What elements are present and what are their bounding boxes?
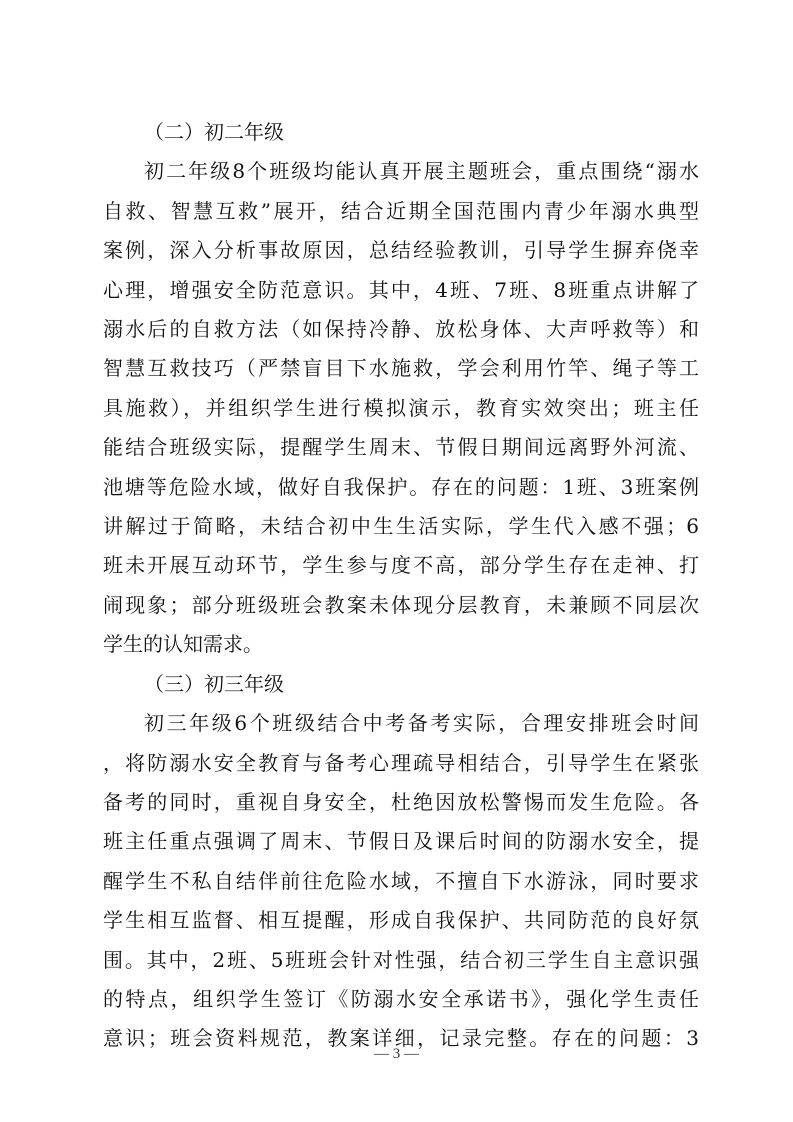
paragraph-line: 初二年级8个班级均能认真开展主题班会，重点围绕“溺水 bbox=[144, 159, 699, 184]
paragraph-line: 班主任重点强调了周末、节假日及课后时间的防溺水安全，提 bbox=[103, 829, 699, 854]
paragraph-line: 能结合班级实际，提醒学生周末、节假日期间远离野外河流、 bbox=[103, 435, 699, 460]
section-heading: （三）初三年级 bbox=[144, 671, 284, 696]
paragraph-line: 的特点，组织学生签订《防溺水安全承诺书》，强化学生责任 bbox=[103, 986, 699, 1011]
paragraph-line: 心理，增强安全防范意识。其中，4班、7班、8班重点讲解了 bbox=[103, 277, 699, 302]
paragraph-line: 具施救），并组织学生进行模拟演示，教育实效突出；班主任 bbox=[103, 395, 699, 420]
paragraph-line: 智慧互救技巧（严禁盲目下水施救，学会利用竹竿、绳子等工 bbox=[103, 356, 699, 381]
paragraph-line: 自救、智慧互救”展开，结合近期全国范围内青少年溺水典型 bbox=[103, 198, 699, 223]
paragraph-line: 闹现象；部分班级班会教案未体现分层教育，未兼顾不同层次 bbox=[103, 592, 699, 617]
paragraph-line: 备考的同时，重视自身安全，杜绝因放松警惕而发生危险。各 bbox=[103, 789, 699, 814]
document-body bbox=[103, 113, 699, 1059]
paragraph-line: 溺水后的自救方法（如保持冷静、放松身体、大声呼救等）和 bbox=[103, 317, 699, 342]
paragraph-line: 讲解过于简略，未结合初中生生活实际，学生代入感不强；6 bbox=[103, 514, 699, 539]
paragraph-line: 学生的认知需求。 bbox=[103, 632, 263, 657]
paragraph-line: 案例，深入分析事故原因，总结经验教训，引导学生摒弃侥幸 bbox=[103, 238, 699, 263]
paragraph-line: 班未开展互动环节，学生参与度不高，部分学生存在走神、打 bbox=[103, 553, 699, 578]
paragraph-line: 初三年级6个班级结合中考备考实际，合理安排班会时间 bbox=[144, 711, 699, 736]
paragraph-line: 学生相互监督、相互提醒，形成自我保护、共同防范的良好氛 bbox=[103, 908, 699, 933]
paragraph-line: 醒学生不私自结伴前往危险水域，不擅自下水游泳，同时要求 bbox=[103, 868, 699, 893]
paragraph-line: ，将防溺水安全教育与备考心理疏导相结合，引导学生在紧张 bbox=[103, 750, 699, 775]
section-heading: （二）初二年级 bbox=[144, 120, 284, 144]
page-number: — 3 — bbox=[374, 1046, 419, 1062]
paragraph-line: 意识；班会资料规范，教案详细，记录完整。存在的问题：3 bbox=[103, 1026, 699, 1051]
paragraph-line: 池塘等危险水域，做好自我保护。存在的问题：1班、3班案例 bbox=[103, 474, 699, 499]
paragraph-line: 围。其中，2班、5班班会针对性强，结合初三学生自主意识强 bbox=[103, 947, 699, 972]
